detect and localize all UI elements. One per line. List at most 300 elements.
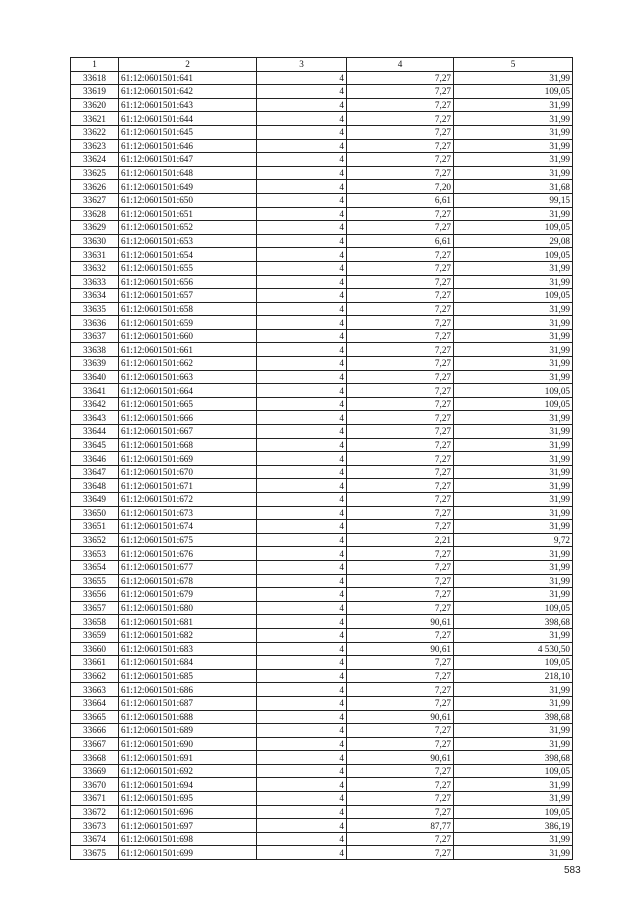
row-number-cell: 33638: [71, 343, 119, 357]
row-number-cell: 33631: [71, 248, 119, 262]
cadastral-number-cell: 61:12:0601501:657: [119, 289, 257, 303]
cadastral-number-cell: 61:12:0601501:678: [119, 574, 257, 588]
cadastral-number-cell: 61:12:0601501:690: [119, 737, 257, 751]
column-header-4: 4: [347, 58, 454, 72]
category-cell: 4: [257, 628, 347, 642]
value-cell: 7,27: [347, 479, 454, 493]
category-cell: 4: [257, 329, 347, 343]
amount-cell: 109,05: [454, 397, 573, 411]
value-cell: 7,27: [347, 153, 454, 167]
cadastral-number-cell: 61:12:0601501:698: [119, 832, 257, 846]
amount-cell: 31,99: [454, 832, 573, 846]
cadastral-number-cell: 61:12:0601501:685: [119, 669, 257, 683]
amount-cell: 31,99: [454, 452, 573, 466]
amount-cell: 398,68: [454, 751, 573, 765]
row-number-cell: 33639: [71, 357, 119, 371]
table-row: [71, 601, 573, 615]
amount-cell: 31,99: [454, 628, 573, 642]
value-cell: 90,61: [347, 710, 454, 724]
table-row: [71, 207, 573, 221]
category-cell: 4: [257, 248, 347, 262]
table-row: [71, 588, 573, 602]
category-cell: 4: [257, 261, 347, 275]
amount-cell: 9,72: [454, 533, 573, 547]
value-cell: 7,27: [347, 112, 454, 126]
value-cell: 7,27: [347, 656, 454, 670]
category-cell: 4: [257, 778, 347, 792]
amount-cell: 31,99: [454, 493, 573, 507]
table-row: [71, 696, 573, 710]
table-row: [71, 533, 573, 547]
category-cell: 4: [257, 751, 347, 765]
value-cell: 7,27: [347, 506, 454, 520]
row-number-cell: 33673: [71, 819, 119, 833]
category-cell: 4: [257, 479, 347, 493]
row-number-cell: 33628: [71, 207, 119, 221]
value-cell: 7,27: [347, 329, 454, 343]
row-number-cell: 33620: [71, 98, 119, 112]
table-row: [71, 343, 573, 357]
category-cell: 4: [257, 221, 347, 235]
amount-cell: 31,99: [454, 302, 573, 316]
value-cell: 7,27: [347, 560, 454, 574]
cadastral-number-cell: 61:12:0601501:667: [119, 425, 257, 439]
row-number-cell: 33630: [71, 234, 119, 248]
cadastral-number-cell: 61:12:0601501:665: [119, 397, 257, 411]
row-number-cell: 33674: [71, 832, 119, 846]
row-number-cell: 33626: [71, 180, 119, 194]
value-cell: 7,27: [347, 221, 454, 235]
cadastral-number-cell: 61:12:0601501:644: [119, 112, 257, 126]
category-cell: 4: [257, 289, 347, 303]
cadastral-number-cell: 61:12:0601501:675: [119, 533, 257, 547]
amount-cell: 99,15: [454, 193, 573, 207]
table-row: [71, 764, 573, 778]
amount-cell: 31,99: [454, 737, 573, 751]
category-cell: 4: [257, 846, 347, 860]
cadastral-number-cell: 61:12:0601501:648: [119, 166, 257, 180]
table-row: [71, 751, 573, 765]
category-cell: 4: [257, 669, 347, 683]
amount-cell: 31,99: [454, 343, 573, 357]
category-cell: 4: [257, 357, 347, 371]
value-cell: 7,27: [347, 764, 454, 778]
value-cell: 7,27: [347, 846, 454, 860]
category-cell: 4: [257, 764, 347, 778]
table-row: [71, 384, 573, 398]
amount-cell: 31,99: [454, 98, 573, 112]
value-cell: 7,27: [347, 425, 454, 439]
table-row: [71, 710, 573, 724]
row-number-cell: 33667: [71, 737, 119, 751]
column-header-1: 1: [71, 58, 119, 72]
cadastral-number-cell: 61:12:0601501:672: [119, 493, 257, 507]
table-row: [71, 506, 573, 520]
table-row: [71, 85, 573, 99]
row-number-cell: 33646: [71, 452, 119, 466]
column-header-3: 3: [257, 58, 347, 72]
value-cell: 7,27: [347, 166, 454, 180]
row-number-cell: 33669: [71, 764, 119, 778]
row-number-cell: 33662: [71, 669, 119, 683]
amount-cell: 398,68: [454, 615, 573, 629]
row-number-cell: 33672: [71, 805, 119, 819]
amount-cell: 31,99: [454, 370, 573, 384]
table-row: [71, 438, 573, 452]
value-cell: 7,27: [347, 574, 454, 588]
value-cell: 7,27: [347, 724, 454, 738]
value-cell: 7,27: [347, 302, 454, 316]
table-row: [71, 615, 573, 629]
table-row: [71, 71, 573, 85]
cadastral-number-cell: 61:12:0601501:682: [119, 628, 257, 642]
category-cell: 4: [257, 316, 347, 330]
value-cell: 2,21: [347, 533, 454, 547]
amount-cell: 109,05: [454, 248, 573, 262]
row-number-cell: 33664: [71, 696, 119, 710]
category-cell: 4: [257, 696, 347, 710]
amount-cell: 31,99: [454, 125, 573, 139]
value-cell: 7,20: [347, 180, 454, 194]
amount-cell: 31,99: [454, 411, 573, 425]
row-number-cell: 33621: [71, 112, 119, 126]
table-row: [71, 778, 573, 792]
value-cell: 7,27: [347, 792, 454, 806]
cadastral-number-cell: 61:12:0601501:671: [119, 479, 257, 493]
cadastral-number-cell: 61:12:0601501:681: [119, 615, 257, 629]
table-row: [71, 261, 573, 275]
amount-cell: 31,99: [454, 683, 573, 697]
amount-cell: 31,99: [454, 696, 573, 710]
column-header-2: 2: [119, 58, 257, 72]
amount-cell: 31,99: [454, 506, 573, 520]
row-number-cell: 33650: [71, 506, 119, 520]
cadastral-number-cell: 61:12:0601501:677: [119, 560, 257, 574]
row-number-cell: 33623: [71, 139, 119, 153]
category-cell: 4: [257, 683, 347, 697]
table-row: [71, 465, 573, 479]
cadastral-number-cell: 61:12:0601501:656: [119, 275, 257, 289]
row-number-cell: 33649: [71, 493, 119, 507]
table-row: [71, 357, 573, 371]
category-cell: 4: [257, 343, 347, 357]
row-number-cell: 33636: [71, 316, 119, 330]
value-cell: 7,27: [347, 71, 454, 85]
amount-cell: 31,68: [454, 180, 573, 194]
table-row: [71, 479, 573, 493]
category-cell: 4: [257, 411, 347, 425]
row-number-cell: 33637: [71, 329, 119, 343]
row-number-cell: 33648: [71, 479, 119, 493]
amount-cell: 31,99: [454, 139, 573, 153]
amount-cell: 31,99: [454, 153, 573, 167]
table-row: [71, 302, 573, 316]
table-row: [71, 832, 573, 846]
amount-cell: 31,99: [454, 846, 573, 860]
cadastral-number-cell: 61:12:0601501:668: [119, 438, 257, 452]
cadastral-number-cell: 61:12:0601501:680: [119, 601, 257, 615]
category-cell: 4: [257, 275, 347, 289]
table-row: [71, 98, 573, 112]
category-cell: 4: [257, 71, 347, 85]
amount-cell: 218,10: [454, 669, 573, 683]
amount-cell: 31,99: [454, 588, 573, 602]
row-number-cell: 33643: [71, 411, 119, 425]
table-row: [71, 656, 573, 670]
category-cell: 4: [257, 710, 347, 724]
amount-cell: 31,99: [454, 357, 573, 371]
value-cell: 7,27: [347, 343, 454, 357]
amount-cell: 31,99: [454, 261, 573, 275]
cadastral-number-cell: 61:12:0601501:661: [119, 343, 257, 357]
row-number-cell: 33675: [71, 846, 119, 860]
amount-cell: 31,99: [454, 465, 573, 479]
value-cell: 90,61: [347, 615, 454, 629]
row-number-cell: 33665: [71, 710, 119, 724]
amount-cell: 31,99: [454, 316, 573, 330]
value-cell: 90,61: [347, 642, 454, 656]
row-number-cell: 33622: [71, 125, 119, 139]
value-cell: 7,27: [347, 601, 454, 615]
table-row: [71, 180, 573, 194]
category-cell: 4: [257, 656, 347, 670]
category-cell: 4: [257, 832, 347, 846]
table-body: [71, 71, 573, 859]
table-row: [71, 683, 573, 697]
table-row: [71, 819, 573, 833]
table-row: [71, 520, 573, 534]
cadastral-number-cell: 61:12:0601501:642: [119, 85, 257, 99]
value-cell: 7,27: [347, 85, 454, 99]
value-cell: 7,27: [347, 370, 454, 384]
row-number-cell: 33642: [71, 397, 119, 411]
category-cell: 4: [257, 547, 347, 561]
category-cell: 4: [257, 302, 347, 316]
row-number-cell: 33660: [71, 642, 119, 656]
category-cell: 4: [257, 601, 347, 615]
category-cell: 4: [257, 193, 347, 207]
category-cell: 4: [257, 207, 347, 221]
table-row: [71, 275, 573, 289]
amount-cell: 31,99: [454, 438, 573, 452]
row-number-cell: 33641: [71, 384, 119, 398]
row-number-cell: 33647: [71, 465, 119, 479]
row-number-cell: 33629: [71, 221, 119, 235]
data-table: [70, 57, 573, 860]
category-cell: 4: [257, 493, 347, 507]
amount-cell: 109,05: [454, 601, 573, 615]
table-header: [71, 58, 573, 72]
category-cell: 4: [257, 642, 347, 656]
amount-cell: 31,99: [454, 560, 573, 574]
table-row: [71, 166, 573, 180]
amount-cell: 31,99: [454, 574, 573, 588]
table-row: [71, 411, 573, 425]
table-row: [71, 560, 573, 574]
cadastral-number-cell: 61:12:0601501:670: [119, 465, 257, 479]
cadastral-number-cell: 61:12:0601501:666: [119, 411, 257, 425]
row-number-cell: 33632: [71, 261, 119, 275]
value-cell: 87,77: [347, 819, 454, 833]
cadastral-number-cell: 61:12:0601501:694: [119, 778, 257, 792]
table-row: [71, 125, 573, 139]
value-cell: 7,27: [347, 588, 454, 602]
cadastral-number-cell: 61:12:0601501:679: [119, 588, 257, 602]
header-row: [71, 58, 573, 72]
row-number-cell: 33666: [71, 724, 119, 738]
table-row: [71, 452, 573, 466]
table-row: [71, 425, 573, 439]
cadastral-number-cell: 61:12:0601501:689: [119, 724, 257, 738]
cadastral-number-cell: 61:12:0601501:658: [119, 302, 257, 316]
category-cell: 4: [257, 153, 347, 167]
value-cell: 7,27: [347, 98, 454, 112]
table-row: [71, 547, 573, 561]
table-row: [71, 628, 573, 642]
value-cell: 7,27: [347, 139, 454, 153]
value-cell: 7,27: [347, 438, 454, 452]
amount-cell: 31,99: [454, 425, 573, 439]
category-cell: 4: [257, 792, 347, 806]
value-cell: 7,27: [347, 465, 454, 479]
row-number-cell: 33625: [71, 166, 119, 180]
cadastral-number-cell: 61:12:0601501:645: [119, 125, 257, 139]
value-cell: 7,27: [347, 452, 454, 466]
amount-cell: 31,99: [454, 275, 573, 289]
category-cell: 4: [257, 438, 347, 452]
cadastral-number-cell: 61:12:0601501:663: [119, 370, 257, 384]
cadastral-number-cell: 61:12:0601501:688: [119, 710, 257, 724]
cadastral-number-cell: 61:12:0601501:674: [119, 520, 257, 534]
cadastral-number-cell: 61:12:0601501:695: [119, 792, 257, 806]
cadastral-number-cell: 61:12:0601501:691: [119, 751, 257, 765]
category-cell: 4: [257, 465, 347, 479]
cadastral-number-cell: 61:12:0601501:660: [119, 329, 257, 343]
row-number-cell: 33653: [71, 547, 119, 561]
amount-cell: 31,99: [454, 71, 573, 85]
cadastral-number-cell: 61:12:0601501:687: [119, 696, 257, 710]
value-cell: 7,27: [347, 547, 454, 561]
cadastral-number-cell: 61:12:0601501:684: [119, 656, 257, 670]
value-cell: 7,27: [347, 289, 454, 303]
row-number-cell: 33657: [71, 601, 119, 615]
table-row: [71, 397, 573, 411]
table-row: [71, 329, 573, 343]
row-number-cell: 33640: [71, 370, 119, 384]
cadastral-number-cell: 61:12:0601501:650: [119, 193, 257, 207]
table-row: [71, 370, 573, 384]
category-cell: 4: [257, 724, 347, 738]
category-cell: 4: [257, 574, 347, 588]
table-row: [71, 574, 573, 588]
value-cell: 7,27: [347, 628, 454, 642]
table-row: [71, 792, 573, 806]
cadastral-number-cell: 61:12:0601501:654: [119, 248, 257, 262]
table-row: [71, 805, 573, 819]
value-cell: 7,27: [347, 832, 454, 846]
category-cell: 4: [257, 615, 347, 629]
row-number-cell: 33663: [71, 683, 119, 697]
value-cell: 7,27: [347, 384, 454, 398]
table-row: [71, 234, 573, 248]
cadastral-number-cell: 61:12:0601501:652: [119, 221, 257, 235]
column-header-5: 5: [454, 58, 573, 72]
value-cell: 7,27: [347, 357, 454, 371]
category-cell: 4: [257, 85, 347, 99]
amount-cell: 31,99: [454, 112, 573, 126]
row-number-cell: 33661: [71, 656, 119, 670]
row-number-cell: 33651: [71, 520, 119, 534]
cadastral-number-cell: 61:12:0601501:692: [119, 764, 257, 778]
amount-cell: 31,99: [454, 166, 573, 180]
cadastral-number-cell: 61:12:0601501:655: [119, 261, 257, 275]
row-number-cell: 33633: [71, 275, 119, 289]
amount-cell: 386,19: [454, 819, 573, 833]
row-number-cell: 33634: [71, 289, 119, 303]
cadastral-number-cell: 61:12:0601501:651: [119, 207, 257, 221]
table-row: [71, 316, 573, 330]
amount-cell: 4 530,50: [454, 642, 573, 656]
amount-cell: 109,05: [454, 85, 573, 99]
value-cell: 6,61: [347, 234, 454, 248]
cadastral-number-cell: 61:12:0601501:697: [119, 819, 257, 833]
value-cell: 6,61: [347, 193, 454, 207]
row-number-cell: 33644: [71, 425, 119, 439]
category-cell: 4: [257, 98, 347, 112]
row-number-cell: 33627: [71, 193, 119, 207]
category-cell: 4: [257, 452, 347, 466]
category-cell: 4: [257, 805, 347, 819]
row-number-cell: 33652: [71, 533, 119, 547]
amount-cell: 31,99: [454, 329, 573, 343]
cadastral-number-cell: 61:12:0601501:683: [119, 642, 257, 656]
category-cell: 4: [257, 370, 347, 384]
row-number-cell: 33658: [71, 615, 119, 629]
page-number: 583: [564, 865, 581, 876]
value-cell: 7,27: [347, 737, 454, 751]
category-cell: 4: [257, 506, 347, 520]
cadastral-number-cell: 61:12:0601501:647: [119, 153, 257, 167]
value-cell: 7,27: [347, 397, 454, 411]
table-row: [71, 846, 573, 860]
row-number-cell: 33635: [71, 302, 119, 316]
cadastral-number-cell: 61:12:0601501:664: [119, 384, 257, 398]
value-cell: 7,27: [347, 411, 454, 425]
value-cell: 7,27: [347, 207, 454, 221]
value-cell: 7,27: [347, 696, 454, 710]
table-row: [71, 112, 573, 126]
row-number-cell: 33659: [71, 628, 119, 642]
row-number-cell: 33654: [71, 560, 119, 574]
category-cell: 4: [257, 397, 347, 411]
category-cell: 4: [257, 560, 347, 574]
row-number-cell: 33624: [71, 153, 119, 167]
category-cell: 4: [257, 180, 347, 194]
table-row: [71, 221, 573, 235]
row-number-cell: 33671: [71, 792, 119, 806]
cadastral-number-cell: 61:12:0601501:643: [119, 98, 257, 112]
row-number-cell: 33645: [71, 438, 119, 452]
value-cell: 7,27: [347, 805, 454, 819]
category-cell: 4: [257, 166, 347, 180]
cadastral-number-cell: 61:12:0601501:686: [119, 683, 257, 697]
category-cell: 4: [257, 112, 347, 126]
table-row: [71, 153, 573, 167]
cadastral-number-cell: 61:12:0601501:653: [119, 234, 257, 248]
row-number-cell: 33655: [71, 574, 119, 588]
amount-cell: 31,99: [454, 792, 573, 806]
value-cell: 7,27: [347, 669, 454, 683]
